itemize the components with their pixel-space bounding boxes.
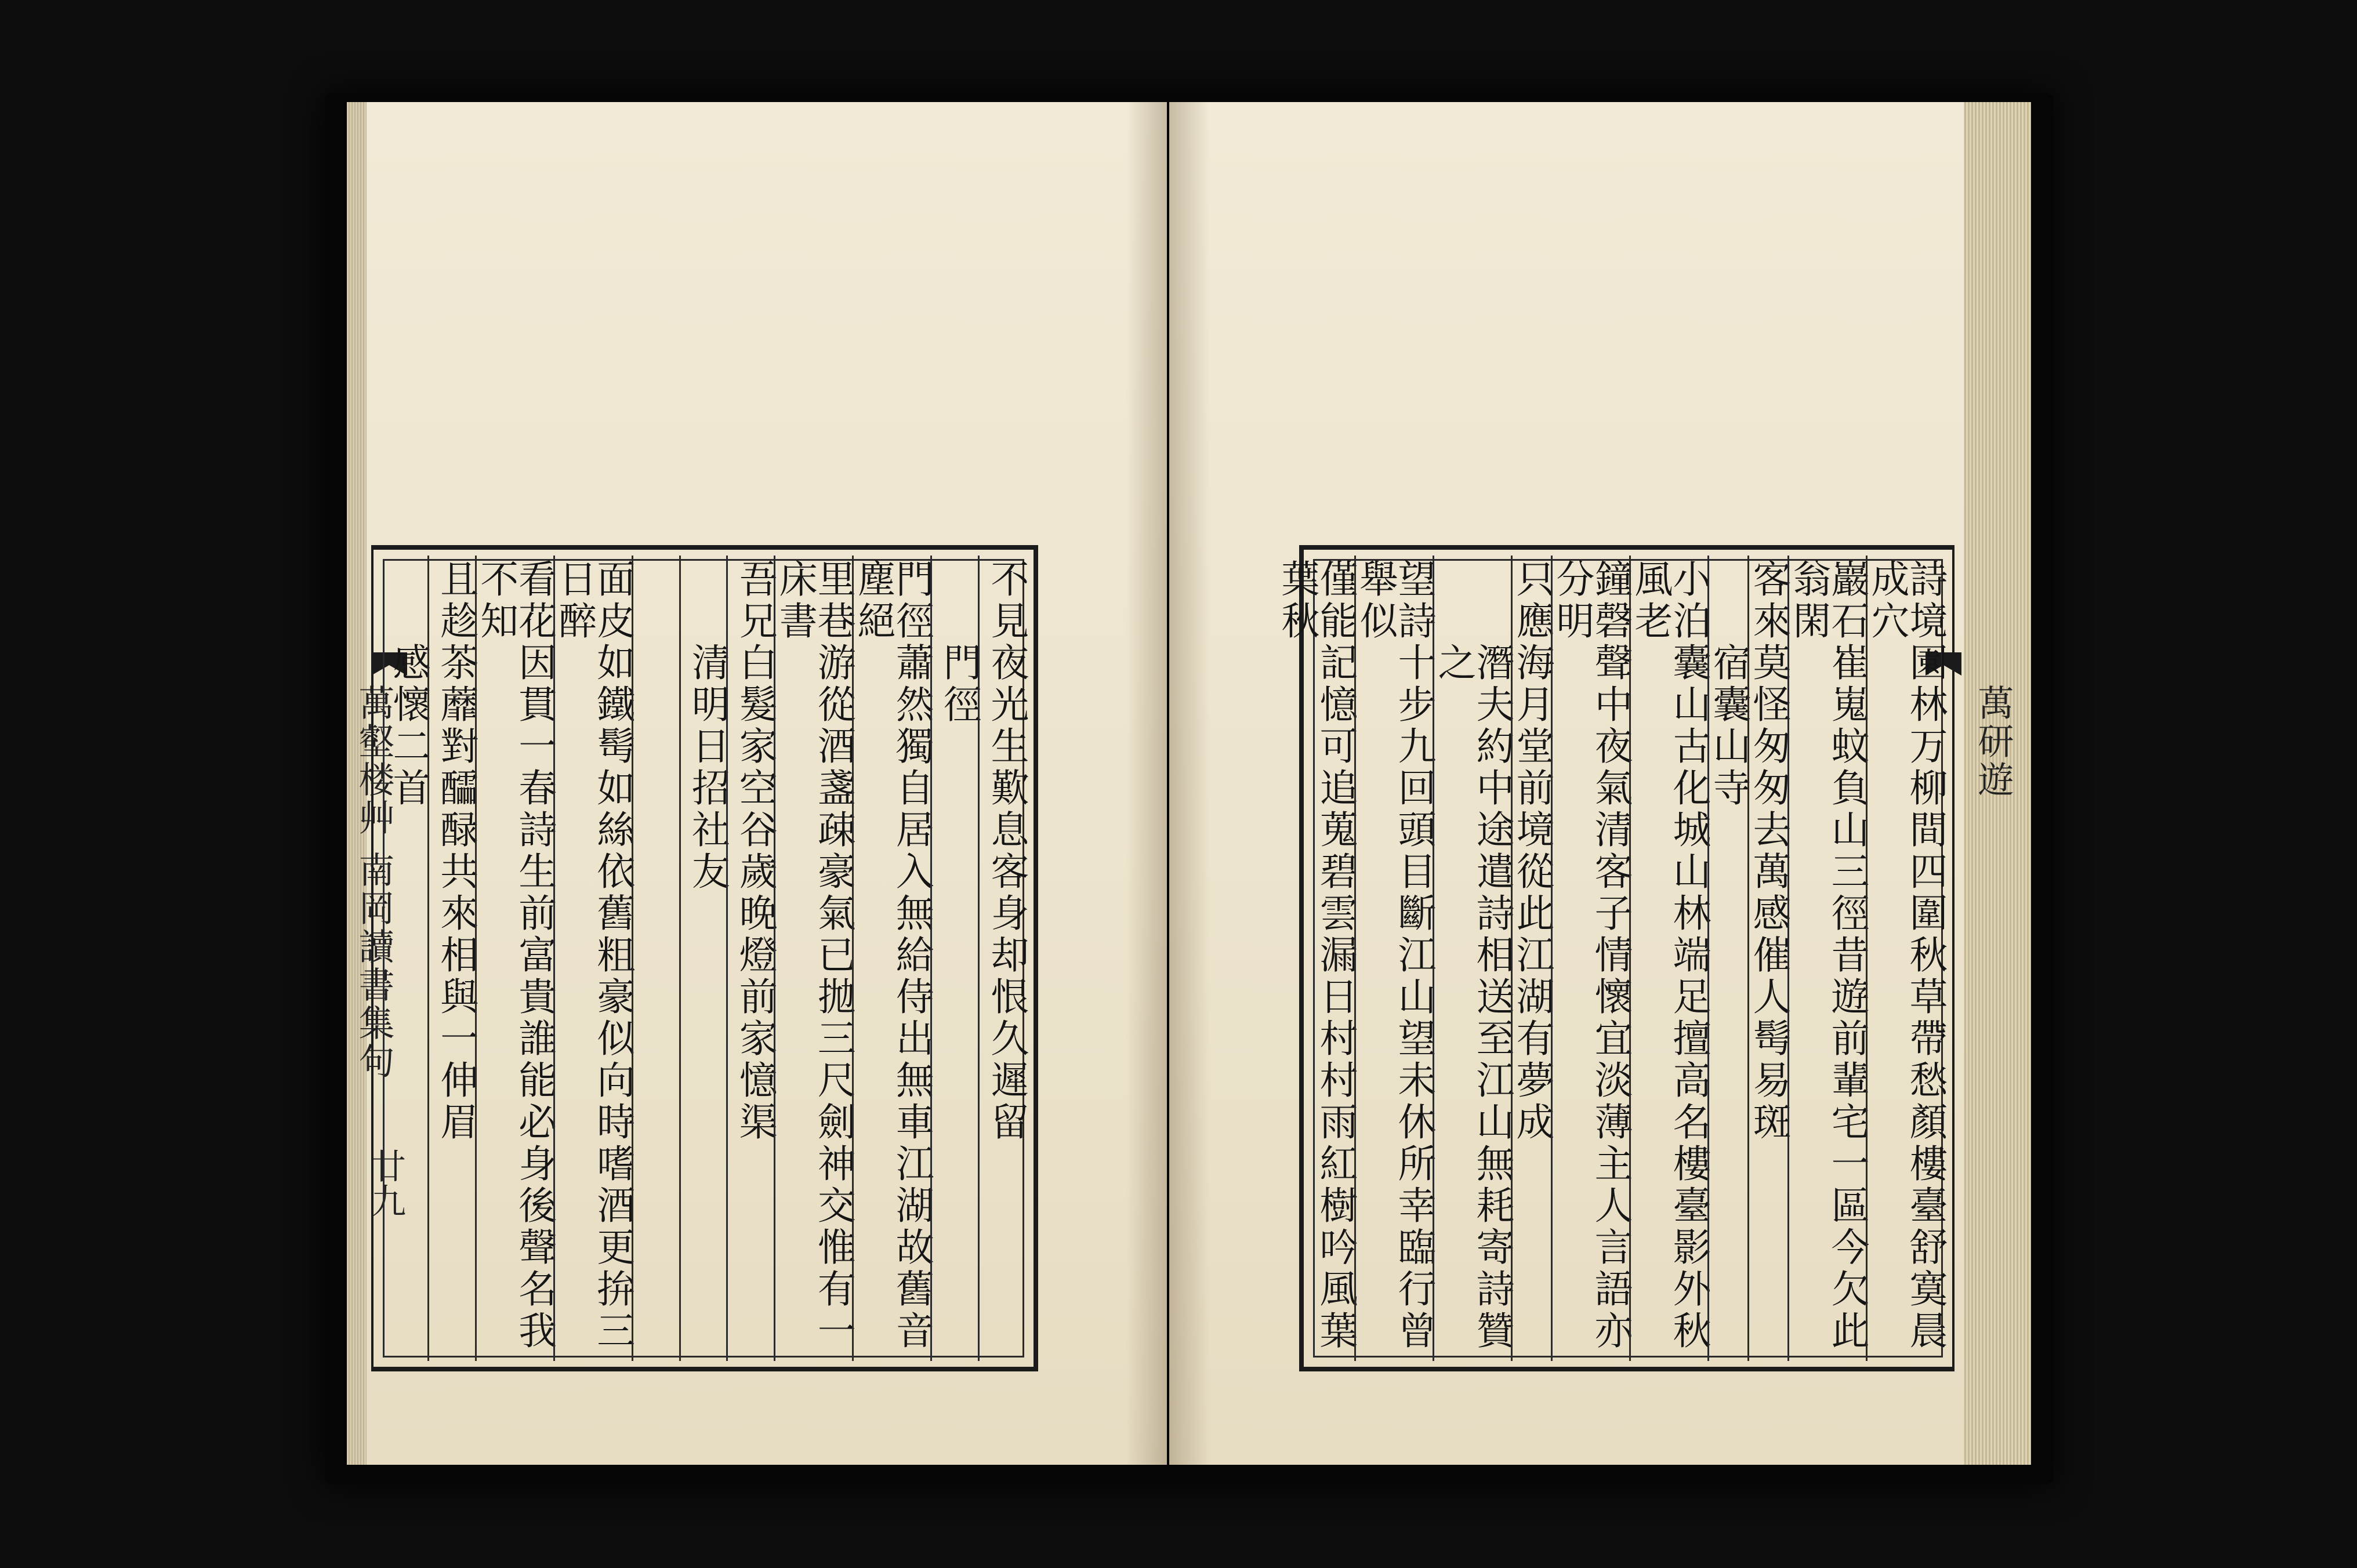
text-column: 清明日招社友 [679, 556, 727, 1361]
text-column: 小泊囊山古化城山林端足擅高名樓臺影外秋風老 [1629, 556, 1707, 1361]
text-column: 不見夜光生歎息客身却恨久遲留 [978, 556, 1025, 1361]
text-column [632, 556, 679, 1361]
text-column: 鐘磬聲中夜氣清客子情懷宜淡薄主人言語亦分明 [1551, 556, 1629, 1361]
left-text-frame [371, 545, 1038, 1371]
right-margin-title: 萬研遊 [1972, 684, 2014, 799]
left-margin-title: 萬壑楼艸 南岡讀書集句 [353, 684, 395, 1081]
text-column: 詩境園林万柳間四圍秋草帶愁顏樓臺舒寞晨成穴 [1866, 556, 1944, 1361]
right-text-frame [1275, 545, 1955, 1371]
text-column: 且趁茶蘼對醽醁共來相與一伸眉 [427, 556, 475, 1361]
left-page-number: 廿九 [365, 1148, 406, 1218]
text-column: 只應海月堂前境從此江湖有夢成 [1511, 556, 1551, 1361]
text-column: 潛夫約中途遣詩相送至江山無耗寄詩贊之 [1433, 556, 1511, 1361]
text-column: 宿囊山寺 [1707, 556, 1747, 1361]
text-column: 里巷游從酒盞疎豪氣已拋三尺劍神交惟有一床書 [774, 556, 852, 1361]
text-column: 僅能記憶可追蒐碧雲漏日村村雨紅樹吟風葉葉秋 [1275, 559, 1358, 1352]
text-column: 看花因貫一春詩生前富貴誰能必身後聲名我不知 [475, 556, 553, 1361]
text-column: 面皮如鐵髩如絲依舊粗豪似向時嗜酒更拚三日醉 [553, 556, 632, 1361]
right-text-columns [1275, 556, 1948, 1361]
text-column: 吾兄白髮家空谷歲晚燈前家憶渠 [726, 556, 774, 1361]
text-column: 客來莫怪匆匆去萬感催人髩易斑 [1747, 556, 1787, 1361]
left-text-columns [382, 556, 1029, 1361]
text-column: 巖石崔嵬蚊負山三徑昔遊前輩宅一區今欠此翁閑 [1787, 556, 1866, 1361]
text-column: 望詩十步九回頭目斷江山望未休所幸臨行曾舉似 [1354, 556, 1433, 1361]
text-column: 門徑 [930, 556, 978, 1361]
text-column: 門徑蕭然獨自居入無給侍出無車江湖故舊音塵絕 [852, 556, 930, 1361]
text-column: 感懷二首 [386, 643, 431, 810]
